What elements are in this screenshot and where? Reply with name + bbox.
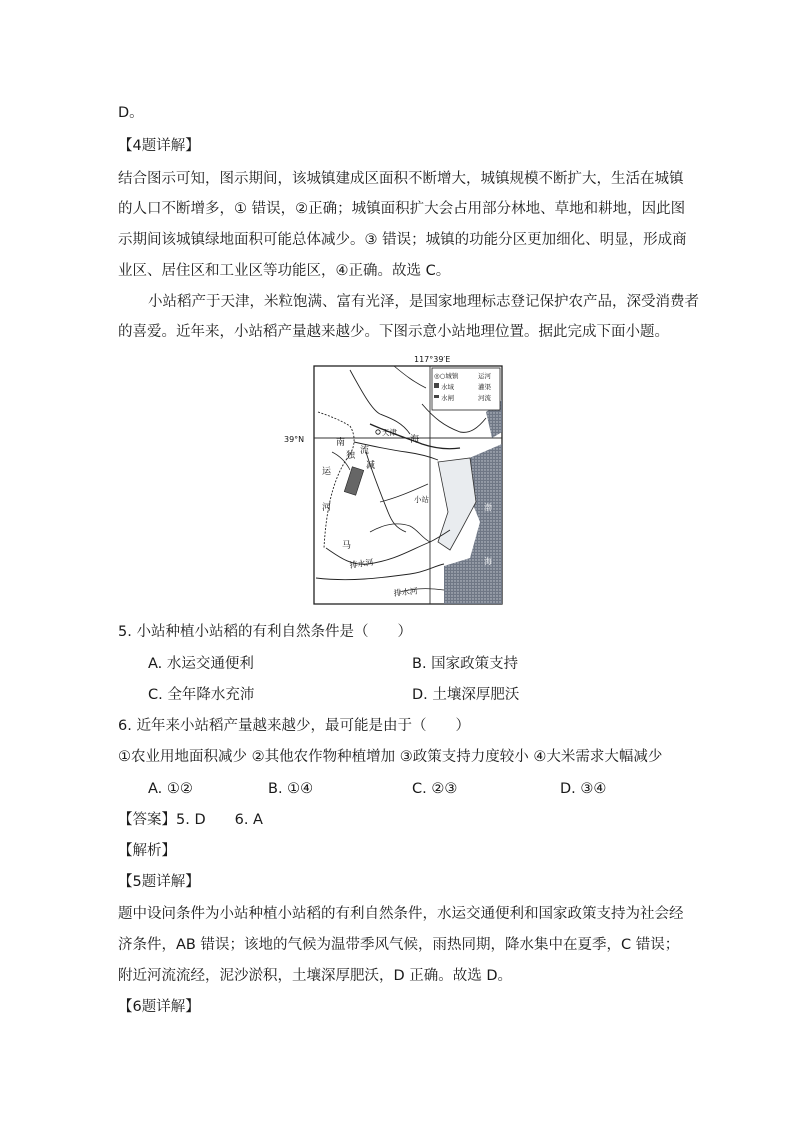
label-xiaozhan: 小站 <box>414 495 429 504</box>
q5-option-d[interactable]: D. 土壤深厚肥沃 <box>412 687 520 703</box>
q6-statements: ①农业用地面积减少 ②其他农作物种植增加 ③政策支持力度较小 ④大米需求大幅减少 <box>118 749 663 765</box>
label-he: 河 <box>322 503 332 513</box>
label-bohai-1: 渤 <box>484 503 492 512</box>
label-tianjin: 天津 <box>382 428 397 437</box>
label-nan: 南 <box>336 438 346 448</box>
legend-town: ◎○城镇 <box>434 372 459 380</box>
q5-explanation-line-1: 题中设问条件为小站种植小站稻的有利自然条件，水运交通便利和国家政策支持为社会经 <box>118 906 684 922</box>
q4-explanation-line-1: 结合图示可知，图示期间，该城镇建成区面积不断增大，城镇规模不断扩大，生活在城镇 <box>118 171 684 187</box>
passage-line-2: 的喜爱。近年来，小站稻产量越来越少。下图示意小站地理位置。据此完成下面小题。 <box>118 324 669 340</box>
label-paishuihe-2: 排水河 <box>393 586 419 598</box>
map-legend <box>432 368 500 410</box>
xiaozhan-location-map <box>284 352 506 606</box>
legend-canal: 运河 <box>478 372 491 380</box>
q5-detail-heading: 【5题详解】 <box>118 874 200 890</box>
q6-option-a[interactable]: A. ①② <box>148 781 193 797</box>
label-paishuihe-1: 排水河 <box>349 557 375 570</box>
legend-sluice: 水闸 <box>441 394 454 402</box>
q5-option-c[interactable]: C. 全年降水充沛 <box>148 687 255 703</box>
q5-explanation-line-2: 济条件，AB 错误；该地的气候为温带季风气候，雨热同期，降水集中在夏季，C 错误； <box>118 937 680 953</box>
q5-option-a[interactable]: A. 水运交通便利 <box>148 656 254 672</box>
question-6: 6. 近年来小站稻产量越来越少，最可能是由于（ ） <box>118 718 470 734</box>
legend-river: 河流 <box>478 394 491 402</box>
label-du: 独 <box>346 451 356 461</box>
q4-explanation-line-4: 业区、居住区和工业区等功能区，④正确。故选 C。 <box>118 263 451 279</box>
q4-explanation-line-2: 的人口不断增多，① 错误，②正确；城镇面积扩大会占用部分林地、草地和耕地，因此图 <box>118 201 686 217</box>
line-d: D。 <box>118 105 144 121</box>
answer-line: 【答案】5. D 6. A <box>118 812 263 828</box>
q5-explanation-line-3: 附近河流流经，泥沙淤积，土壤深厚肥沃，D 正确。故选 D。 <box>118 968 513 984</box>
label-hai: 海 <box>410 435 420 445</box>
label-liu: 流 <box>360 446 370 456</box>
label-jian: 减 <box>366 461 376 471</box>
q4-detail-heading: 【4题详解】 <box>118 138 200 154</box>
q5-option-b[interactable]: B. 国家政策支持 <box>412 656 519 672</box>
label-bohai-2: 海 <box>484 557 492 566</box>
q6-option-b[interactable]: B. ①④ <box>268 781 314 797</box>
legend-water: 水域 <box>441 383 454 391</box>
label-ma: 马 <box>342 541 352 551</box>
q6-detail-heading: 【6题详解】 <box>118 999 200 1015</box>
question-5: 5. 小站种植小站稻的有利自然条件是（ ） <box>118 624 412 640</box>
legend-irrigation: 灌渠 <box>478 383 491 391</box>
analysis-heading: 【解析】 <box>118 843 176 859</box>
q4-explanation-line-3: 示期间该城镇绿地面积可能总体减少。③ 错误；城镇的功能分区更加细化、明显，形成商 <box>118 232 687 248</box>
label-yun: 运 <box>322 467 332 477</box>
longitude-label: 117°39′E <box>414 355 451 364</box>
q6-option-c[interactable]: C. ②③ <box>412 781 458 797</box>
q6-option-d[interactable]: D. ③④ <box>560 781 607 797</box>
passage-line-1: 小站稻产于天津，米粒饱满、富有光泽，是国家地理标志登记保护农产品，深受消费者 <box>148 294 699 310</box>
latitude-label: 39°N <box>284 435 305 444</box>
